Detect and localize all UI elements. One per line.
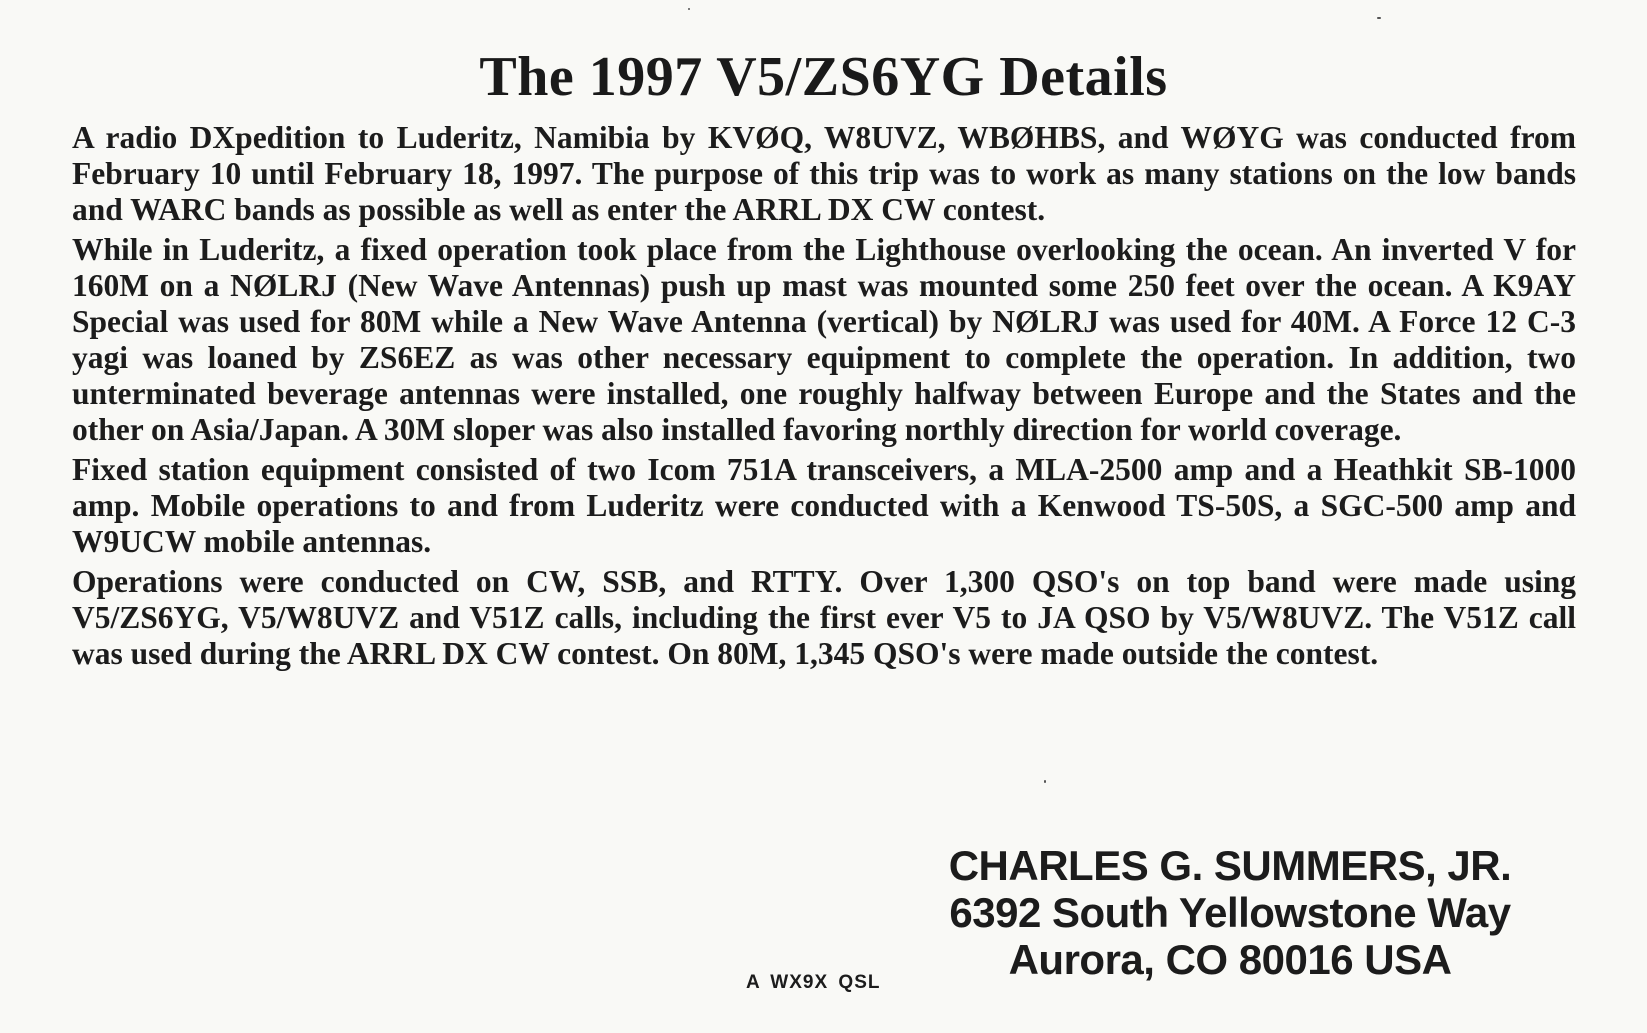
address-name: CHARLES G. SUMMERS, JR. bbox=[948, 842, 1512, 889]
paragraph-equipment: Fixed station equipment consisted of two Icom 751A transceivers, a MLA-2500 amp and a Heathkit SB-1000 amp. Mobile operations to and from Luderitz were conducted with a Kenwood TS-50S, a SGC-500 amp and W9UCW mobile antennas. bbox=[72, 452, 1576, 559]
address-city: Aurora, CO 80016 USA bbox=[1008, 936, 1452, 983]
details-text bbox=[72, 120, 1576, 676]
printer-credit: A WX9X QSL bbox=[746, 972, 881, 993]
mailing-address bbox=[870, 842, 1590, 983]
address-street: 6392 South Yellowstone Way bbox=[949, 889, 1511, 936]
print-speck bbox=[1377, 17, 1381, 19]
page-title: The 1997 V5/ZS6YG Details bbox=[479, 46, 1168, 108]
paragraph-operations: Operations were conducted on CW, SSB, and RTTY. Over 1,300 QSO's on top band were made using V5/ZS6YG, V5/W8UVZ and V51Z calls, including the first ever V5 to JA QSO by V5/W8UVZ. The V51Z call was used during the ARRL DX CW contest. On 80M, 1,345 QSO's were made outside the contest. bbox=[72, 564, 1576, 671]
print-speck bbox=[688, 8, 690, 10]
paragraph-dxpedition: A radio DXpedition to Luderitz, Namibia by KVØQ, W8UVZ, WBØHBS, and WØYG was conducted from February 10 until February 18, 1997. The purpose of this trip was to work as many stations on the low bands and WARC bands as possible as well as enter the ARRL DX CW contest. bbox=[72, 120, 1576, 227]
paragraph-antennas: While in Luderitz, a fixed operation took place from the Lighthouse overlooking the ocean. An inverted V for 160M on a NØLRJ (New Wave Antennas) push up mast was mounted some 250 feet over the ocean. A K9AY Special was used for 80M while a New Wave Antenna (vertical) by NØLRJ was used for 40M. A Force 12 C-3 yagi was loaned by ZS6EZ as was other necessary equipment to complete the operation. In addition, two unterminated beverage antennas were installed, one roughly halfway between Europe and the States and the other on Asia/Japan. A 30M sloper was also installed favoring northly direction for world coverage. bbox=[72, 232, 1576, 447]
print-speck bbox=[1044, 780, 1046, 783]
